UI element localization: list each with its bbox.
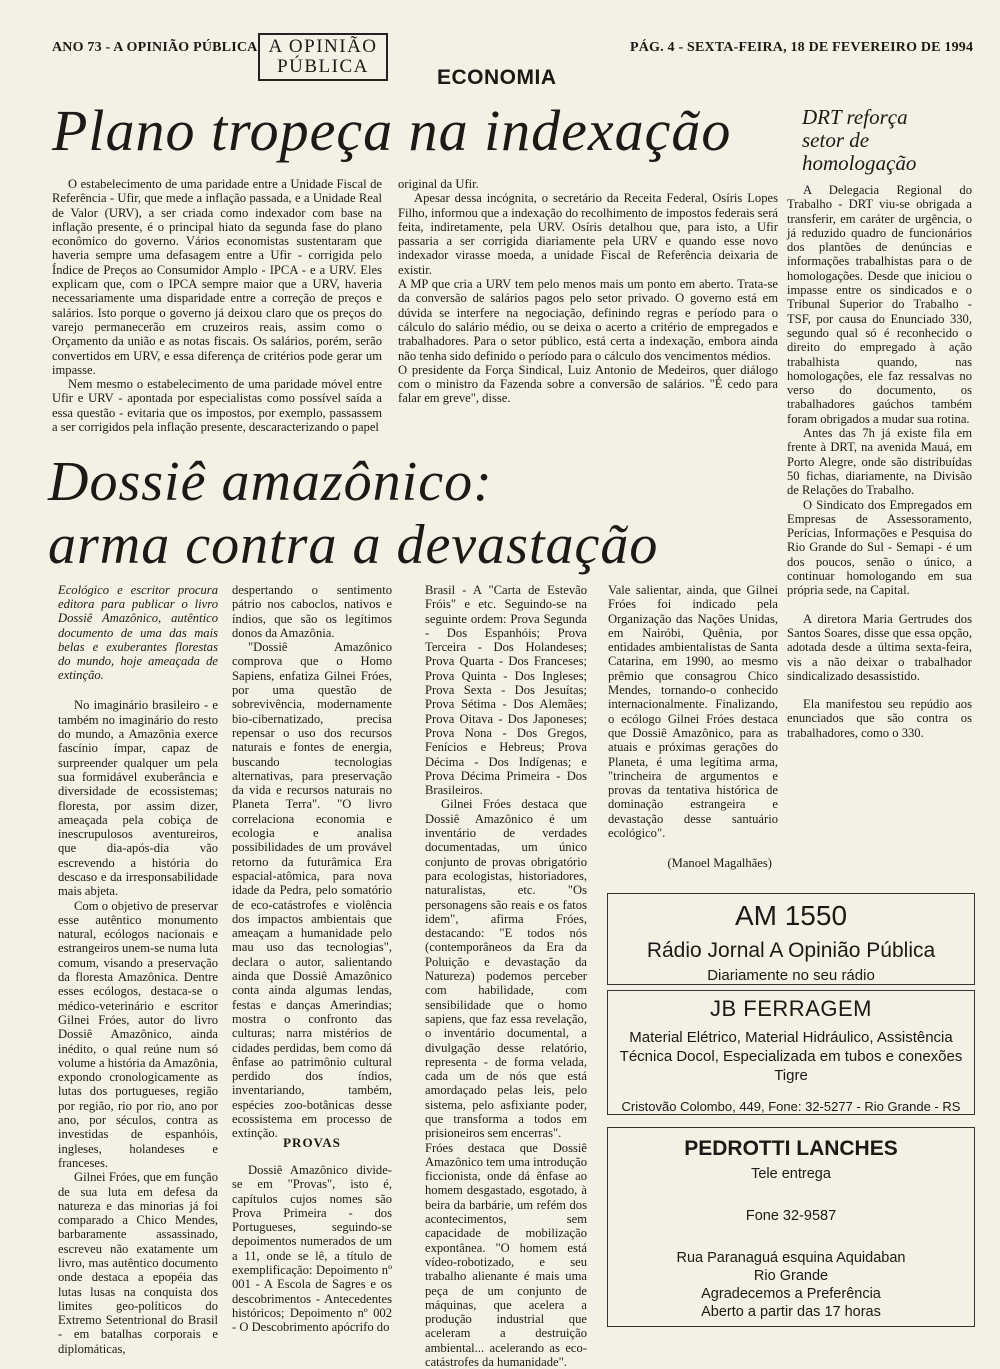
article2-col2-p1: despertando o sentimento pátrio nos caboclos, nativos e índios, que são os legítimos donos da Amazônia.	[232, 583, 392, 640]
ad3-line1: Tele entrega	[751, 1166, 831, 1182]
signature: (Manoel Magalhães)	[667, 856, 772, 871]
article1-col2-p3: A MP que cria a URV tem pelo menos mais um ponto em aberto. Trata-se da conversão de salários pagos pelo setor privado. O governo está em dúvida se interfere na negociação, definindo regras e período para o cálculo do salário médio, ou se deixa o acerto a critério de empregados e trabalhadores. Para o setor público, está certa a indexação, embora ainda não tenha sido definido o período para o cálculo dos vencimentos médios.	[398, 277, 778, 363]
article2-col1-p3: Gilnei Fróes, que em função de sua luta em defesa da natureza e das minorias já foi comparado a Chico Mendes, barbaramente assassinado, escreveu não exatamente um livro, mas autêntico documento onde destaca a epopéia das lutas lusas na conquista dos limites geo-políticos do Extremo Setentrional do Brasil - em batalhas corporais e diplomáticas,	[58, 1170, 218, 1356]
article2-col4	[608, 583, 778, 873]
article2-col3-p3: Fróes destaca que Dossiê Amazônico tem uma introdução ficcionista, onde dá ênfase ao homem desgastado, esgotado, à beira da barbárie, um refém dos acontecimentos, sem capacidade de mobilização expontânea. "O homem está vídeo-robotizado, e seu trabalho alienante é mais uma peça de um conjunto de máquinas, que acelera a produção industrial que aceleram a destruição ambiental... acelerando as eco-catástrofes da humanidade".	[425, 1140, 587, 1369]
article2-col2	[232, 583, 392, 1335]
header-left: ANO 73 - A OPINIÃO PÚBLICA	[52, 40, 258, 55]
article2-col4-p1: Vale salientar, ainda, que Gilnei Fróes foi indicado pela Organização das Nações Unidas, em Nairóbi, Quênia, por entidades ambientalistas de Santa Catarina, em 1990, ao mesmo prêmio que consagrou Chico Mendes, tornando-o conhecido internacionalmente. Finalizando, o ecólogo Gilnei Fróes destaca que Dossiê Amazônico, para as atuais e próximas gerações do Planeta, é uma legítima arma, "trincheira de argumentos e provas da tentativa histórica de dominação estrangeira e devastação desse santuário ecológico".	[608, 583, 778, 841]
article1-col1	[52, 177, 382, 447]
ad1-tagline: Diariamente no seu rádio	[707, 967, 875, 984]
sidebar-p4: A diretora Maria Gertrudes dos Santos Soares, disse que essa opção, adotada desde a última sexta-feira, vis a não deixar o trabalhador sindicalizado desassistido.	[787, 611, 972, 683]
ad3-line6: Aberto a partir das 17 horas	[701, 1304, 881, 1320]
sidebar-title-line3: homologação	[802, 151, 917, 175]
ad3-line5: Agradecemos a Preferência	[701, 1286, 881, 1302]
article2-lead: Ecológico e escritor procura editora para publicar o livro Dossiê Amazônico, autêntico documento de uma das mais belas e exuberantes florestas do mundo, hoje ameaçada de extinção.	[58, 583, 218, 683]
sidebar-title-line2: setor de	[802, 128, 870, 152]
ad-jb-ferragem	[607, 990, 975, 1115]
article2-col2-p3: Dossiê Amazônico divide-se em "Provas", isto é, capítulos cujos nomes são Prova Primeira - dos Portugueses, seguindo-se depoimentos numerados de um a 11, onde se lê, a título de exemplificação: Depoimento nº 001 - A Escola de Sagres e os descobrimentos - Antecedentes históricos; Depoimento nº 002 - O Descobrimento apócrifo do	[232, 1163, 392, 1335]
article1-col2-p4: O presidente da Força Sindical, Luiz Antonio de Medeiros, quer diálogo com o ministro da Fazenda sobre a conversão de salários. "É cedo para falar em greve", disse.	[398, 362, 778, 406]
ad3-title: PEDROTTI LANCHES	[684, 1137, 898, 1160]
masthead-line2: PÚBLICA	[277, 56, 369, 77]
masthead	[258, 33, 388, 81]
article1-col1-p1: O estabelecimento de uma paridade entre a Unidade Fiscal de Referência - Ufir, que mede a inflação passada, e a Unidade Real de Valor (URV), a ser criada como indexador com base na inflação presente, é o principal hiato da segunda fase do plano econômico do governo. Vários economistas sustentaram que haveria sempre uma defasagem entre a Ufir - corrigida pelo Índice de Preços ao Consumidor Amplo - IPCA - e a URV. Eles explicam que, com o IPCA sempre maior que a URV, haveria necessariamente uma disparidade entre a correção de preços e salários. Isto porque o governo já deixou claro que os preços do varejo permanecerão em cruzeiros reais, assim como o Orçamento da união e as notas fiscais. Os salários, porém, serão convertidos em URV, e essa diferença de critérios pode gerar um impasse.	[52, 177, 382, 377]
sidebar-p5: Ela manifestou seu repúdio aos enunciados que são contra os trabalhadores, como o 330.	[787, 697, 972, 740]
article2-col1	[58, 583, 218, 1356]
article2-col3-p2: Gilnei Fróes destaca que Dossiê Amazônico é um inventário de verdades documentadas, um único conjunto de provas obrigatório para ecologistas, historiadores, naturalistas, etc. "Os personagens são reais e os fatos idem", afirma Fróes, destacando: "E todos nós (contemporâneos da Era da Poluição e devastação da Natureza) podemos perceber com habilidade, com sensibilidade que o homo sapiens, que faz essa revelação, o inventário documental, a divulgação desse relatório, representa - de forma velada, cada um de nós que está amordaçado pelas leis, pelo sistema, pelo asfixiante poder, que transforma a todos em prisioneiros sem encerras".	[425, 797, 587, 1141]
ad-am1550	[607, 893, 975, 985]
headline-plano: Plano tropeça na indexação	[52, 98, 732, 163]
article1-col1-p2: Nem mesmo o estabelecimento de uma paridade móvel entre Ufir e URV - apontada por especialistas como possível saída a essa questão - evitaria que os impostos, por exemplo, passassem a ser corrigidos pela inflação presente, descaracterizando o papel	[52, 377, 382, 435]
section-title: ECONOMIA	[437, 66, 557, 89]
headline-dossie-line1: Dossiê amazônico:	[48, 451, 493, 513]
article2-col3-p1: Brasil - A "Carta de Estevão Fróis" e etc. Seguindo-se na seguinte ordem: Prova Segunda - Dos Espanhóis; Prova Terceira - Dos Holandeses; Prova Quarta - Dos Franceses; Prova Quinta - Dos Ingleses; Prova Sexta - Dos Jesuítas; Prova Sétima - Dos Alemães; Prova Oitava - Dos Japoneses; Prova Nona - Dos Gregos, Fenícios e Hebreus; Prova Décima - Dos Indígenas; e Prova Décima Primeira - Dos Brasileiros.	[425, 583, 587, 798]
sidebar-title	[802, 106, 987, 175]
sidebar-p1: A Delegacia Regional do Trabalho - DRT viu-se obrigada a transferir, em caráter de urgência, o já reduzido quadro de funcionários dos plantões de denúncias e informações trabalhistas para o de homologações. Desde que iniciou o impasse entre os sindicados e o Tribunal Superior do Trabalho - TSF, por causa do Enunciado 330, segundo qual só é reconhecido o direito do empregado à ação trabalhista quando, nas homologações, ele faz ressalvas no verso do documento, os trabalhadores gaúchos também foram obrigados a mudar sua rotina.	[787, 183, 972, 426]
ad2-body: Material Elétrico, Material Hidráulico, Assistência Técnica Docol, Especializada em tubos e conexões Tigre	[619, 1029, 963, 1084]
masthead-line1: A OPINIÃO	[268, 36, 378, 57]
sidebar-p2: Antes das 7h já existe fila em frente à DRT, na avenida Mauá, em Porto Alegre, onde são distribuídas 50 fichas, diariamente, na Divisão de Relações do Trabalho.	[787, 426, 972, 498]
ad3-line2: Fone 32-9587	[745, 1208, 837, 1224]
headline-dossie-line2: arma contra a devastação	[48, 514, 659, 576]
ad3-line4: Rio Grande	[753, 1268, 829, 1284]
article1-col2	[398, 177, 778, 447]
ad1-title: AM 1550	[734, 900, 848, 931]
article2-col2-p2: "Dossiê Amazônico comprova que o Homo Sapiens, enfatiza Gilnei Fróes, por uma questão de sobrevivência, modernamente bio-cibernatizado, precisa repensar o uso dos recursos naturais e fontes de energia, buscando tecnologias alternativas, para preservação da vida e recursos naturais no Planeta Terra". "O livro correlaciona economia e ecologia e analisa possibilidades de um provável retorno da futurâmica Era espacial-atômica, para nova idade da Pedra, pelo somatório de eco-catástrofes e violência dos impactos ambientais que ameaçam a humanidade pelo mau uso das tecnologias", declara o autor, salientando ainda que Dossiê Amazônico conta ainda algumas lendas, festas e danças Amerindias; mostra o confronto das culturas; narra mistérios de cidades perdidas, bem como dá ênfase ao patrimônio cultural perdido dos índios, inventariando, também, espécies zoo-botânicas desse ecossistema em processo de extinção.	[232, 640, 392, 1141]
ad1-subtitle: Rádio Jornal A Opinião Pública	[646, 939, 936, 962]
sidebar-title-line1: DRT reforça	[802, 105, 908, 129]
article2-col1-p2: Com o objetivo de preservar esse autêntico monumento natural, ecólogos nacionais e estrangeiros unem-se numa luta comum, visando a preservação da floresta Amazônica. Dentre esses ecólogos, destaca-se o médico-veterinário e escritor Gilnei Fróes, autor do livro Dossiê Amazônico, ainda inédito, o qual reúne num só volume a história da Amazônia, expondo cronologicamente as lutas dos portugueses, região por região, rio por rio, ano por ano, por séculos, contra as investidas de espanhóis, ingleses, holandeses e franceses.	[58, 898, 218, 1170]
article2-col1-p1: No imaginário brasileiro - e também no imaginário do resto do mundo, a Amazônia exerce fascínio ímpar, capaz de surpreender qualquer um pela sua formidável exuberância e diversidade de ecossistemas; floresta, por assim dizer, ameaçada pela cobiça de inescrupulosos aventureiros, que dia-após-dia vão escrevendo a história do descaso e da irresponsabilidade mais abjeta.	[58, 698, 218, 899]
header-right: PÁG. 4 - SEXTA-FEIRA, 18 DE FEVEREIRO DE 1994	[630, 40, 974, 55]
ad2-title: JB FERRAGEM	[710, 996, 872, 1021]
sidebar-p3: O Sindicato dos Empregados em Empresas de Assessoramento, Perícias, Informações e Pesquisa do Rio Grande do Sul - Semapi - é um dos poucos, senão o único, a continuar homologando em sua própria sede, na Capital.	[787, 497, 972, 598]
sidebar-body	[787, 183, 972, 883]
ad2-footer: Cristovão Colombo, 449, Fone: 32-5277 - Rio Grande - RS	[621, 1099, 961, 1114]
article1-col2-p1: original da Ufir.	[398, 177, 479, 191]
article2-col3	[425, 583, 587, 1369]
article1-col2-p2: Apesar dessa incógnita, o secretário da Receita Federal, Osíris Lopes Filho, informou que a indexação do recolhimento de impostos federais será feita, indiretamente, pela URV. Osíris detalhou que, para isto, a Ufir passaria a ser corrigida diariamente pela URV e quando esse novo indexador virasse moeda, a unidade Fiscal de Referência deixaria de existir.	[398, 191, 778, 277]
ad3-line3: Rua Paranaguá esquina Aquidaban	[676, 1250, 906, 1266]
provas-heading: PROVAS	[283, 1135, 341, 1150]
ad-pedrotti-lanches	[607, 1127, 975, 1327]
